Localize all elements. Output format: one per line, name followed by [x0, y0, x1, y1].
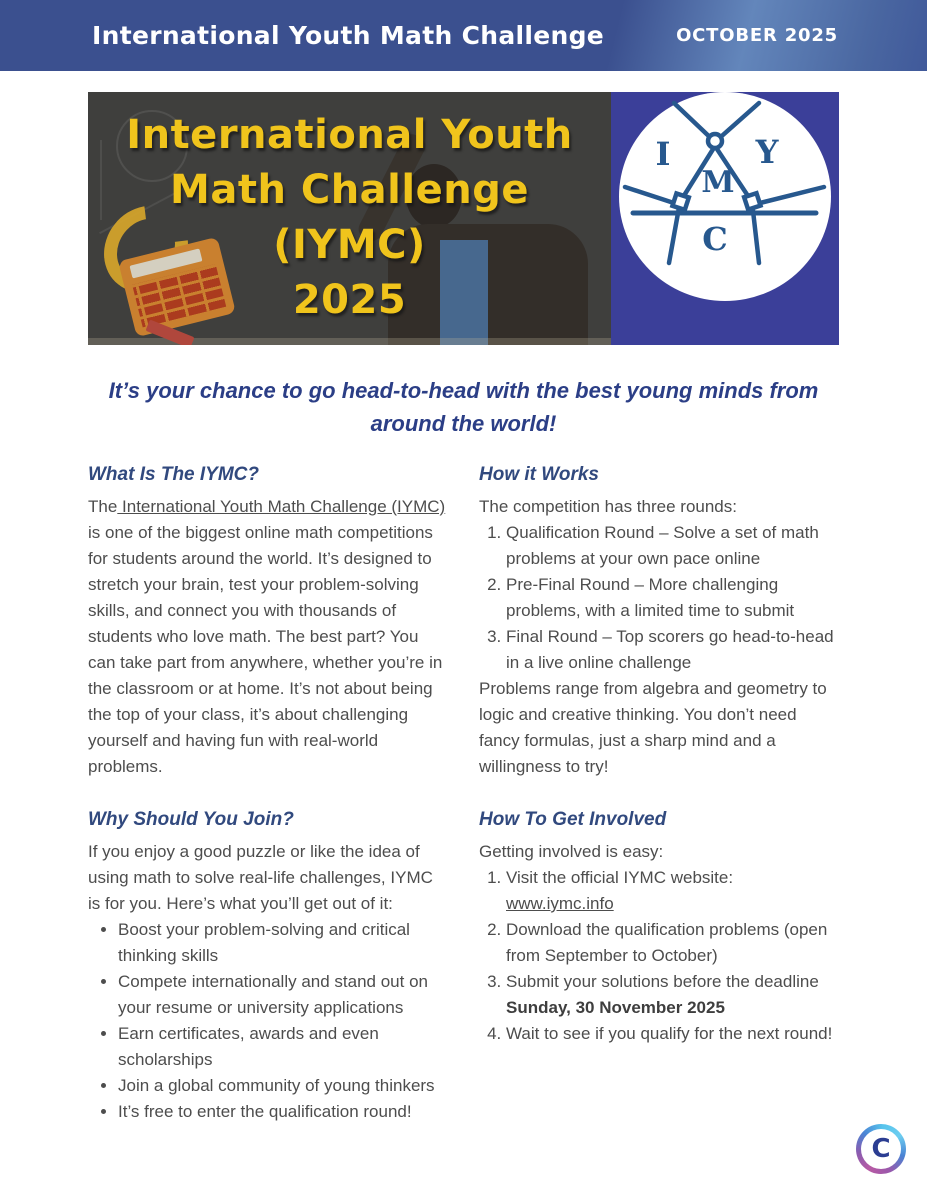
section-paragraph: Getting involved is easy: [479, 842, 664, 861]
paragraph-text: is one of the biggest online math competitions for students around the world. It’s designed to stretch your brain, test your problem-solving skills, and connect you with thousands of students who love math. The best part? You can take part from anywhere, whether you’re in the classroom or at home. It’s not about being the top of your class, it’s about challenging yourself and having fun with real-world problems. [88, 523, 443, 776]
section-why-join [88, 807, 448, 1125]
list-item: 3. Final Round – Top scorers go head-to-head in a live online challenge [506, 624, 839, 676]
banner-title [88, 92, 611, 345]
right-column [479, 462, 839, 1125]
header-bar [0, 0, 927, 71]
banner-title-line: (IYMC) [273, 221, 426, 268]
step-text: Submit your solutions before the deadline [506, 972, 819, 991]
list-item: • Compete internationally and stand out on your resume or university applications [118, 969, 448, 1021]
section-how-it-works [479, 462, 839, 780]
list-item: 2. Download the qualification problems (open from September to October) [506, 917, 839, 969]
tagline: It’s your chance to go head-to-head with the best young minds from around the world! [108, 378, 819, 436]
c-badge-logo [856, 1124, 906, 1174]
newsletter-title: International Youth Math Challenge [92, 21, 605, 50]
svg-text:I: I [655, 135, 671, 173]
banner-logo-panel [611, 92, 839, 345]
section-get-involved [479, 807, 839, 1047]
deadline-text: Sunday, 30 November 2025 [506, 998, 725, 1017]
page-content [0, 92, 927, 1125]
list-item [506, 865, 839, 917]
iymc-website-link[interactable]: www.iymc.info [506, 894, 614, 913]
svg-text:Y: Y [755, 133, 779, 171]
svg-text:M: M [701, 165, 735, 200]
banner-title-line: 2025 [292, 276, 407, 323]
list-item: 2. Pre-Final Round – More challenging problems, with a limited time to submit [506, 572, 839, 624]
c-badge-letter: C [861, 1129, 901, 1169]
section-what-is-iymc [88, 462, 448, 780]
svg-text:C: C [702, 220, 728, 258]
step-text: Visit the official IYMC website: [506, 868, 734, 887]
list-item: 1. Qualification Round – Solve a set of math problems at your own pace online [506, 520, 839, 572]
list-item [506, 969, 839, 1021]
section-paragraph: If you enjoy a good puzzle or like the idea of using math to solve real-life challenges, IYMC is for you. Here’s what you’ll get out of it: [88, 842, 433, 913]
list-item: • It’s free to enter the qualification round! [118, 1099, 448, 1125]
iymc-inline-link[interactable]: International Youth Math Challenge (IYMC) [117, 497, 446, 516]
paragraph-text: The [88, 497, 118, 516]
list-item: • Boost your problem-solving and critical thinking skills [118, 917, 448, 969]
list-item: • Earn certificates, awards and even scholarships [118, 1021, 448, 1073]
section-paragraph [88, 494, 448, 780]
section-heading: How To Get Involved [479, 809, 667, 830]
list-item: • Join a global community of young thinkers [118, 1073, 448, 1099]
left-column [88, 462, 448, 1125]
iymc-compass-logo-icon [619, 92, 831, 301]
section-heading: Why Should You Join? [88, 809, 294, 830]
rounds-list [479, 520, 839, 676]
iymc-logo [619, 92, 831, 301]
banner-title-line: Math Challenge [170, 166, 529, 213]
section-heading: What Is The IYMC? [88, 464, 259, 485]
two-column-body [88, 462, 839, 1125]
list-item: 4. Wait to see if you qualify for the next round! [506, 1021, 839, 1047]
steps-list [479, 865, 839, 1047]
section-paragraph: The competition has three rounds: [479, 497, 737, 516]
section-paragraph: Problems range from algebra and geometry to logic and creative thinking. You don’t need fancy formulas, just a sharp mind and a willingness to try! [479, 679, 827, 776]
banner-title-line: International Youth [126, 111, 573, 158]
section-heading: How it Works [479, 464, 599, 485]
banner-image [88, 92, 839, 345]
banner-photo-area [88, 92, 611, 345]
benefits-list [88, 917, 448, 1125]
issue-date: OCTOBER 2025 [676, 25, 838, 46]
